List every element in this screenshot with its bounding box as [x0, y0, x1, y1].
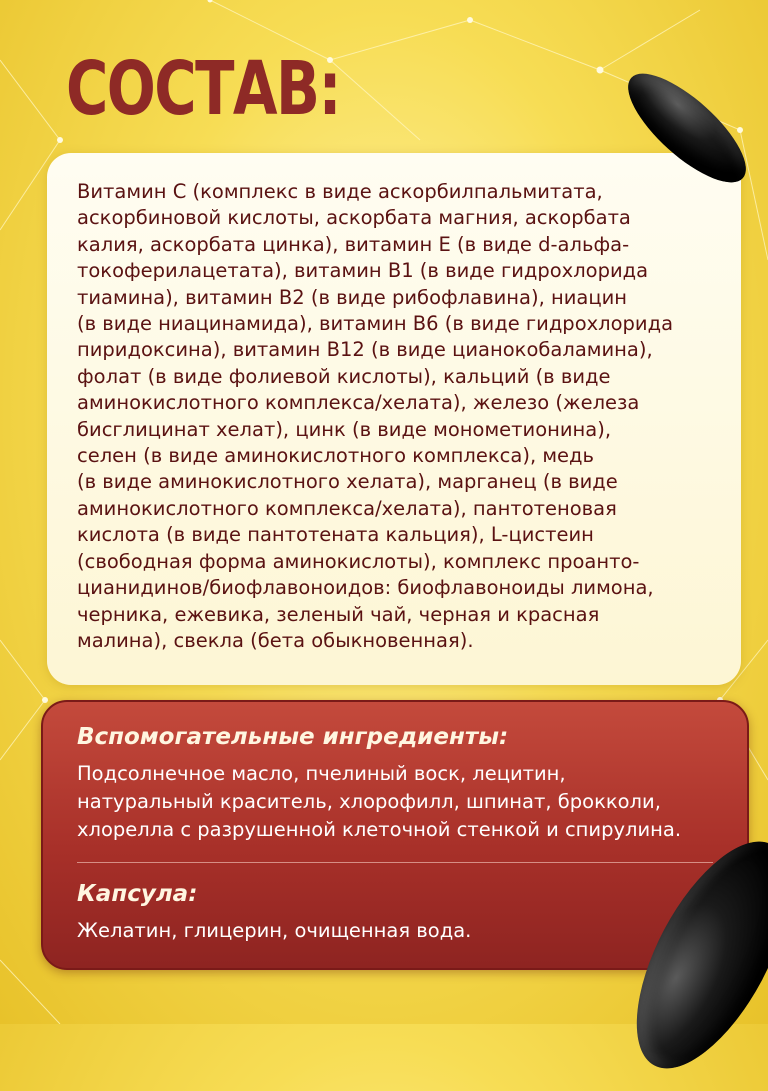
composition-line: (в виде ниацинамида), витамин В6 (в виде гидрохлорида — [77, 312, 674, 336]
auxiliary-line: хлорелла с разрушенной клеточной стенкой и спирулина. — [77, 818, 682, 841]
auxiliary-line: натуральный краситель, хлорофилл, шпинат, брокколи, — [77, 790, 661, 813]
auxiliary-heading: Вспомогательные ингредиенты: — [77, 724, 509, 750]
capsule-heading: Капсула: — [77, 881, 198, 907]
composition-card — [47, 153, 741, 685]
auxiliary-line: Подсолнечное масло, пчелиный воск, лецитин, — [77, 762, 566, 785]
composition-line: аскорбиновой кислоты, аскорбата магния, аскорбата — [77, 206, 631, 230]
composition-line: тиамина), витамин В2 (в виде рибофлавина), ниацин — [77, 285, 628, 309]
section-divider — [77, 862, 713, 863]
composition-line: бисглицинат хелат), цинк (в виде монометионина), — [77, 417, 612, 441]
composition-line: Витамин С (комплекс в виде аскорбилпальмитата, — [77, 180, 603, 203]
composition-line: аминокислотного комплекса/хелата), железо (железа — [77, 391, 640, 415]
composition-line: цианидинов/биофлавоноидов: биофлавоноиды лимона, — [77, 576, 654, 600]
composition-text — [77, 179, 711, 654]
composition-line: малина), свекла (бета обыкновенная). — [77, 628, 474, 652]
composition-line: пиридоксина), витамин В12 (в виде цианокобаламина), — [77, 338, 653, 362]
composition-line: черника, ежевика, зеленый чай, черная и красная — [77, 602, 600, 626]
composition-line: фолат (в виде фолиевой кислоты), кальций (в виде — [77, 364, 611, 388]
composition-line: селен (в виде аминокислотного комплекса), медь — [77, 444, 595, 468]
auxiliary-text — [77, 760, 713, 844]
composition-line: (в виде аминокислотного хелата), марганец (в виде — [77, 470, 618, 494]
composition-line: токоферилацетата), витамин В1 (в виде гидрохлорида — [77, 259, 649, 283]
composition-line: кислота (в виде пантотената кальция), L-цистеин — [77, 523, 594, 547]
capsule-line: Желатин, глицерин, очищенная вода. — [77, 919, 472, 942]
capsule-text — [77, 917, 713, 945]
page-title: СОСТАВ: — [66, 46, 340, 132]
composition-line: калия, аскорбата цинка), витамин Е (в виде d-альфа- — [77, 232, 630, 256]
composition-line: (свободная форма аминокислоты), комплекс проанто- — [77, 549, 640, 573]
composition-line: аминокислотного комплекса/хелата), пантотеновая — [77, 496, 617, 520]
ingredients-card — [41, 700, 749, 970]
